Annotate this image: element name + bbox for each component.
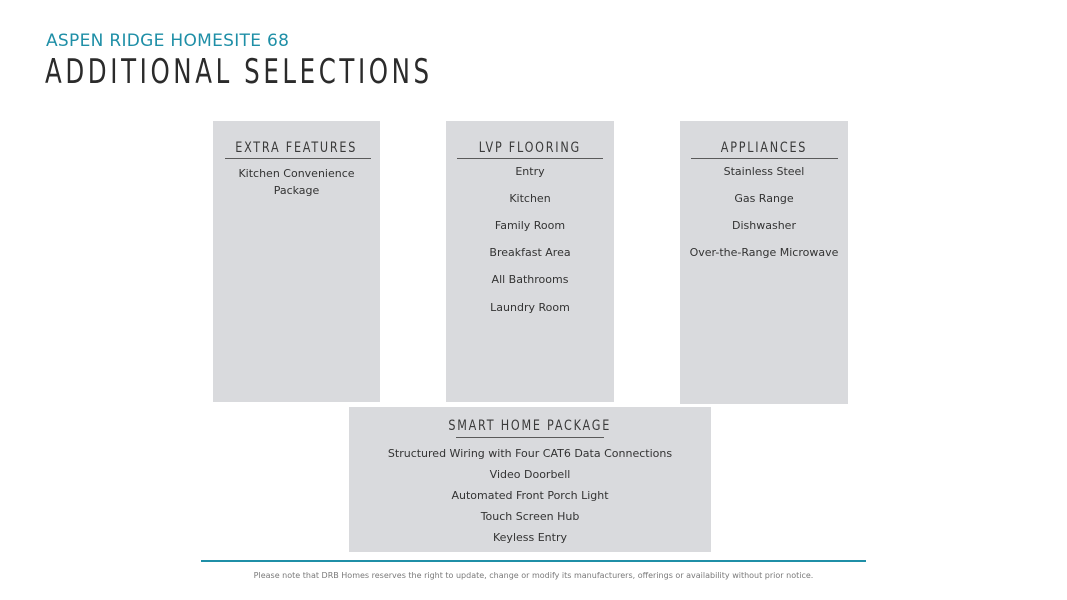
appliances-item: Stainless Steel bbox=[723, 165, 805, 178]
extra-features-item: Package bbox=[273, 184, 320, 197]
community-subtitle: ASPEN RIDGE HOMESITE 68 bbox=[46, 31, 290, 51]
extra-features-card bbox=[213, 121, 380, 402]
lvp-flooring-item: Kitchen bbox=[509, 192, 551, 205]
page-title: ADDITIONAL SELECTIONS bbox=[45, 52, 433, 92]
appliances-item: Gas Range bbox=[734, 192, 794, 205]
smart-home-heading: SMART HOME PACKAGE bbox=[448, 418, 612, 434]
lvp-flooring-card bbox=[446, 121, 614, 402]
extra-features-divider bbox=[225, 158, 371, 159]
lvp-flooring-item: Breakfast Area bbox=[489, 246, 571, 259]
disclaimer-note: Please note that DRB Homes reserves the right to update, change or modify its manufacturers, offerings or availability without prior notice. bbox=[253, 571, 814, 580]
lvp-flooring-divider bbox=[457, 158, 603, 159]
appliances-item: Dishwasher bbox=[732, 219, 796, 232]
footer-divider bbox=[201, 560, 866, 562]
lvp-flooring-item: Entry bbox=[515, 165, 545, 178]
appliances-heading: APPLIANCES bbox=[720, 140, 808, 156]
smart-home-card bbox=[349, 407, 711, 552]
smart-home-item: Keyless Entry bbox=[493, 531, 567, 544]
smart-home-item: Touch Screen Hub bbox=[480, 510, 580, 523]
smart-home-item: Structured Wiring with Four CAT6 Data Connections bbox=[387, 447, 673, 460]
appliances-card bbox=[680, 121, 848, 404]
extra-features-heading: EXTRA FEATURES bbox=[235, 140, 358, 156]
smart-home-item: Automated Front Porch Light bbox=[451, 489, 609, 502]
smart-home-divider bbox=[456, 437, 604, 438]
extra-features-item: Kitchen Convenience bbox=[238, 167, 355, 180]
lvp-flooring-item: Laundry Room bbox=[490, 301, 570, 314]
lvp-flooring-item: Family Room bbox=[494, 219, 566, 232]
appliances-divider bbox=[691, 158, 838, 159]
lvp-flooring-heading: LVP FLOORING bbox=[478, 140, 582, 156]
appliances-item: Over-the-Range Microwave bbox=[689, 246, 839, 259]
smart-home-item: Video Doorbell bbox=[489, 468, 571, 481]
lvp-flooring-item: All Bathrooms bbox=[491, 273, 569, 286]
